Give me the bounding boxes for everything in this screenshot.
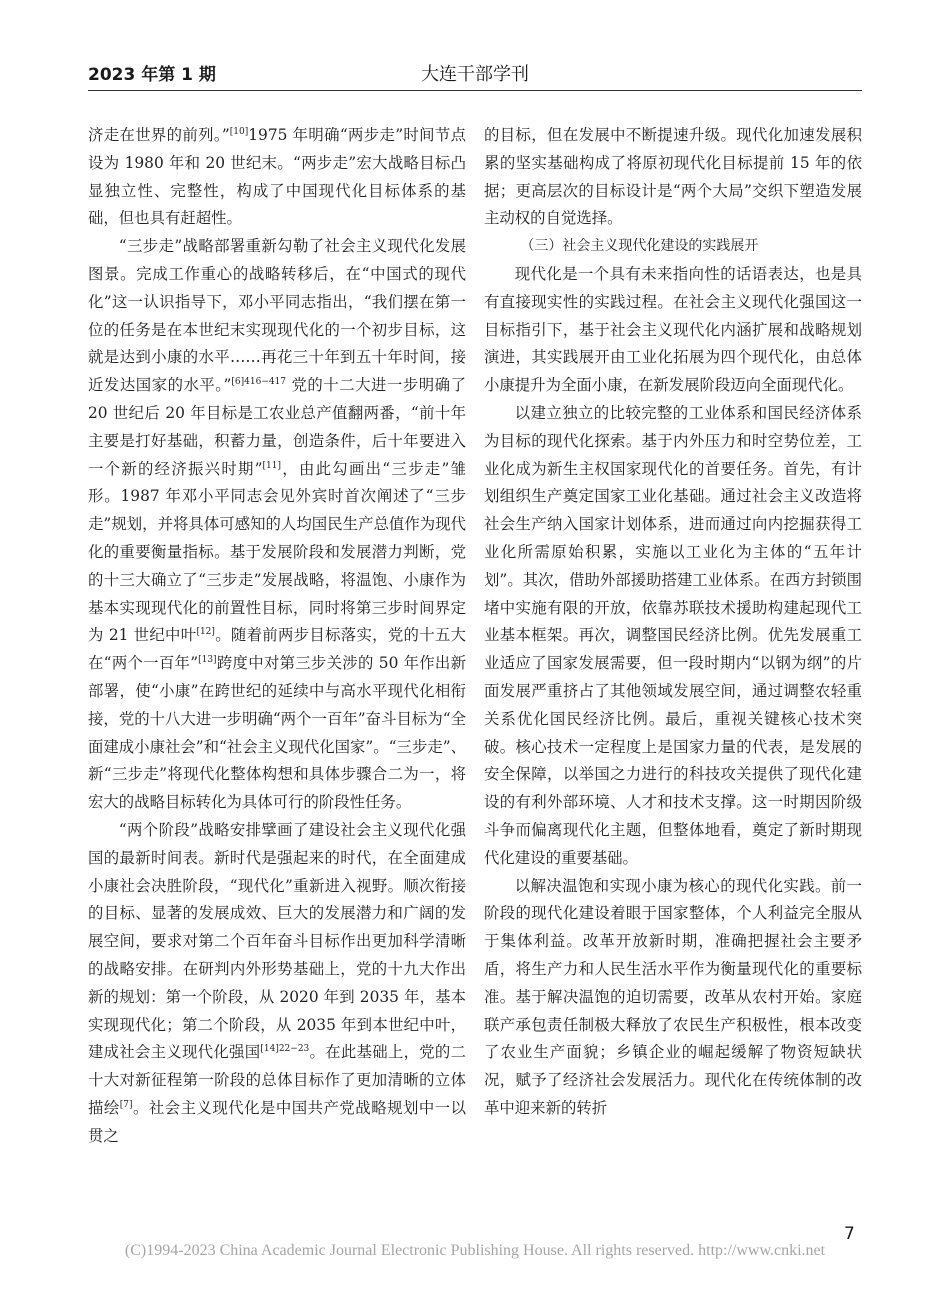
citation-ref: [7]	[119, 1099, 133, 1110]
issue-label: 2023 年第 1 期	[88, 65, 216, 85]
copyright-footer: (C)1994-2023 China Academic Journal Electronic Publishing House. All rights reserved. http://www.cnki.net	[124, 1242, 826, 1259]
journal-title: 大连干部学刊	[421, 64, 529, 85]
section-heading: （三）社会主义现代化建设的实践展开	[520, 238, 759, 255]
right-column	[484, 122, 862, 1123]
left-column	[88, 122, 466, 1150]
paragraph-three-step	[88, 233, 466, 817]
citation-ref: [6]416−417	[231, 377, 287, 388]
text-run: ，由此勾画出“三步走”雏形。1987 年邓小平同志会见外宾时首次阐述了“三步走”规划，并将具体可感知的人均国民生产总值作为现代化的重要衡量指标。基于发展阶段和发展潜力判断，党的十三大确立了“三步走”发展战略，将温饱、小康作为基本实现现代化的前置性目标，同时将第三步时间界定为 21 世纪中叶	[88, 459, 466, 645]
text-run: 。随着前两步目标落实，党的十五大在“两个一百年”	[88, 626, 466, 673]
paragraph-two-step-end	[88, 122, 466, 233]
citation-ref: [14]22−23	[260, 1044, 310, 1055]
text-run: 跨度中对第三步关涉的 50 年作出新部署，使“小康”在跨世纪的延续中与高水平现代化相衔接，党的十八大进一步明确“两个一百年”奋斗目标为“全面建成小康社会”和“社会主义现代化国家”。“三步走”、新“三步走”将现代化整体构想和具体步骤合二为一，将宏大的战略目标转化为具体可行的阶段性任务。	[88, 654, 466, 812]
text-run: 济走在世界的前列。”	[88, 126, 230, 144]
citation-ref: [10]	[229, 127, 249, 137]
paragraph-two-stages	[88, 817, 466, 1151]
paragraph-practice-intro: 现代化是一个具有未来指向性的话语表达，也是具有直接现实性的实践过程。在社会主义现代化强国这一目标指引下，基于社会主义现代化内涵扩展和战略规划演进，其实践展开由工业化拓展为四个现代化，由总体小康提升为全面小康，在新发展阶段迈向全面现代化。	[484, 264, 862, 395]
text-run: “三步走”战略部署重新勾勒了社会主义现代化发展图景。完成工作重心的战略转移后，在“中国式的现代化”这一认识指导下，邓小平同志指出，“我们摆在第一位的任务是在本世纪末实现现代化的一个初步目标，这就是达到小康的水平……再花三十年到五十年时间，接近发达国家的水平。”	[88, 237, 466, 395]
page-number: 7	[844, 1224, 855, 1244]
text-run: 1975 年明确“两步走”时间节点设为 1980 年和 20 世纪末。“两步走”宏大战略目标凸显独立性、完整性，构成了中国现代化目标体系的基础，但也具有赶超性。	[88, 126, 467, 228]
citation-ref: [13]	[198, 655, 217, 666]
text-run: 。在此基础上，党的二十大对新征程第一阶段的总体目标作了更加清晰的立体描绘	[88, 1043, 466, 1117]
paragraph-continuation: 的目标，但在发展中不断提速升级。现代化加速发展积累的坚实基础构成了将原初现代化目标提前 15 年的依据；更高层次的目标设计是“两个大局”交织下塑造发展主动权的自觉选择。	[484, 126, 862, 228]
text-run: 。社会主义现代化是中国共产党战略规划中一以贯之	[88, 1098, 466, 1145]
citation-ref: [11]	[262, 460, 282, 471]
citation-ref: [12]	[196, 627, 215, 638]
text-run: 党的十二大进一步明确了 20 世纪后 20 年目标是工农业总产值翻两番，“前十年主要是打好基础，积蓄力量，创造条件，后十年要进入一个新的经济振兴时期”	[88, 376, 466, 478]
paragraph-industrial-system: 以建立独立的比较完整的工业体系和国民经济体系为目标的现代化探索。基于内外压力和时空势位差，工业化成为新生主权国家现代化的首要任务。首先，有计划组织生产奠定国家工业化基础。通过社会主义改造将社会生产纳入国家计划体系，进而通过向内挖掘获得工业化所需原始积累，实施以工业化为主体的“五年计划”。其次，借助外部援助搭建工业体系。在西方封锁围堵中实施有限的开放，依靠苏联技术援助构建起现代工业基本框架。再次，调整国民经济比例。优先发展重工业适应了国家发展需要，但一段时期内“以钢为纲”的片面发展严重挤占了其他领域发展空间，通过调整农轻重关系优化国民经济比例。最后，重视关键核心技术突破。核心技术一定程度上是国家力量的代表，是发展的安全保障，以举国之力进行的科技攻关提供了现代化建设的有利外部环境、人才和技术支撑。这一时期因阶级斗争而偏离现代化主题，但整体地看，奠定了新时期现代化建设的重要基础。	[484, 403, 862, 867]
running-header	[88, 58, 862, 92]
paragraph-xiaokang-practice: 以解决温饱和实现小康为核心的现代化实践。前一阶段的现代化建设着眼于国家整体，个人利益完全服从于集体利益。改革开放新时期，准确把握社会主要矛盾，将生产力和人民生活水平作为衡量现代化的重要标准。基于解决温饱的迫切需要，改革从农村开始。家庭联产承包责任制极大释放了农民生产积极性，根本改变了农业生产面貌；乡镇企业的崛起缓解了物资短缺状况，赋予了经济社会发展活力。现代化在传统体制的改革中迎来新的转折	[484, 876, 862, 1117]
text-run: “两个阶段”战略安排擘画了建设社会主义现代化强国的最新时间表。新时代是强起来的时代，在全面建成小康社会决胜阶段，“现代化”重新进入视野。顺次衔接的目标、显著的发展成效、巨大的发展潜力和广阔的发展空间，要求对第二个百年奋斗目标作出更加科学清晰的战略安排。在研判内外形势基础上，党的十九大作出新的规划：第一个阶段，从 2020 年到 2035 年，基本实现现代化；第二个阶段，从 2035 年到本世纪中叶，建成社会主义现代化强国	[88, 820, 466, 1062]
header-rule	[88, 90, 862, 91]
